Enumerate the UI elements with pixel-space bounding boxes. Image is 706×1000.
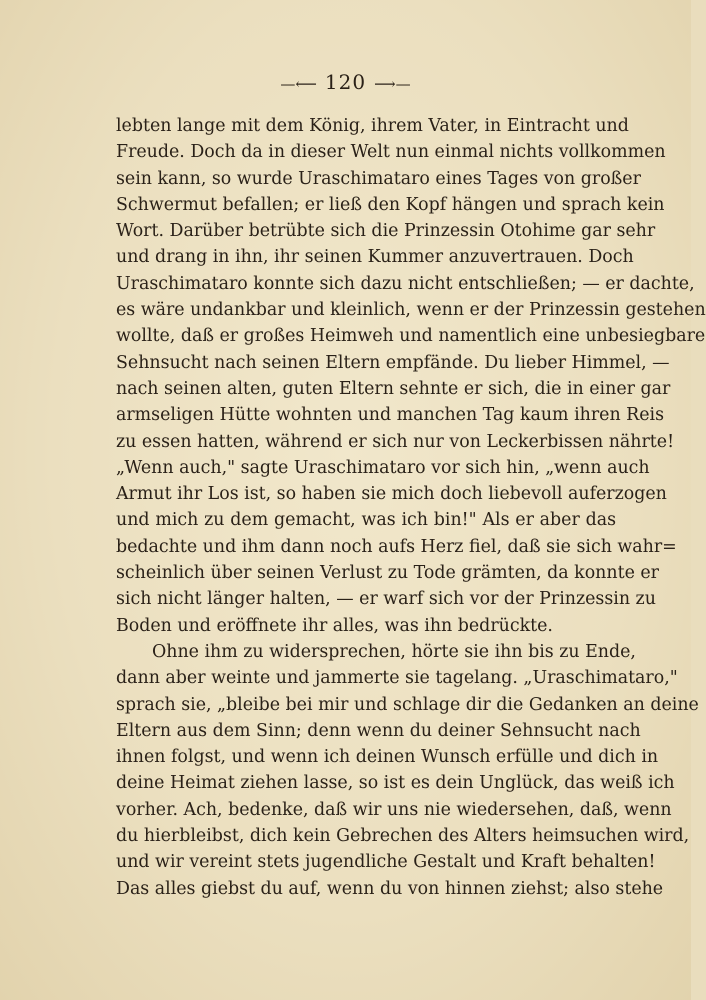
text-line: lebten lange mit dem König, ihrem Vater, in Eintracht und [116, 116, 629, 136]
page-number: 120 [324, 70, 367, 94]
text-line: nach seinen alten, guten Eltern sehnte er sich, die in einer gar [116, 378, 671, 399]
text-line: und wir vereint stets jugendliche Gestalt und Kraft behalten! [116, 852, 656, 873]
text-line: zu essen hatten, während er sich nur von Leckerbissen nährte! [116, 431, 675, 452]
text-line: Schwermut befallen; er ließ den Kopf hängen und sprach kein [116, 194, 665, 215]
body-text [116, 113, 706, 902]
paragraph-2 [116, 639, 699, 902]
ornament-right: ⟶— [374, 75, 411, 93]
text-line: „Wenn auch," sagte Uraschimataro vor sich hin, „wenn auch [116, 457, 650, 478]
text-line: vorher. Ach, bedenke, daß wir uns nie wiedersehen, daß, wenn [116, 799, 672, 820]
text-line: Das alles giebst du auf, wenn du von hinnen ziehst; also stehe [116, 878, 664, 899]
text-line: Eltern aus dem Sinn; denn wenn du deiner Sehnsucht nach [116, 720, 641, 741]
text-line: Armut ihr Los ist, so haben sie mich doch liebevoll auferzogen [116, 484, 667, 505]
text-line: deine Heimat ziehen lasse, so ist es dein Unglück, das weiß ich [116, 773, 675, 794]
text-line: armseligen Hütte wohnten und manchen Tag kaum ihren Reis [116, 405, 665, 426]
text-line: Uraschimataro konnte sich dazu nicht entschließen; — er dachte, [116, 273, 695, 294]
text-line: Freude. Doch da in dieser Welt nun einmal nichts vollkommen [116, 142, 666, 163]
text-line: und drang in ihn, ihr seinen Kummer anzuvertrauen. Doch [116, 247, 634, 268]
paragraph-1 [116, 113, 706, 639]
text-line: und mich zu dem gemacht, was ich bin!" Als er aber das [116, 510, 616, 531]
text-line: es wäre undankbar und kleinlich, wenn er der Prinzessin gestehen [116, 300, 706, 321]
text-line: sich nicht länger halten, — er warf sich vor der Prinzessin zu [116, 589, 656, 610]
text-line: ihnen folgst, und wenn ich deinen Wunsch erfülle und dich in [116, 747, 659, 768]
text-line: dann aber weinte und jammerte sie tagelang. „Uraschimataro," [116, 668, 678, 689]
text-line: scheinlich über seinen Verlust zu Tode grämten, da konnte er [116, 563, 659, 584]
text-line: sprach sie, „bleibe bei mir und schlage dir die Gedanken an deine [116, 694, 699, 715]
text-line: wollte, daß er großes Heimweh und namentlich eine unbesiegbare [116, 326, 706, 347]
text-line: Ohne ihm zu widersprechen, hörte sie ihn bis zu Ende, [152, 641, 636, 662]
text-line: Sehnsucht nach seinen Eltern empfände. Du lieber Himmel, — [116, 352, 670, 373]
text-line: Wort. Darüber betrübte sich die Prinzessin Otohime gar sehr [116, 221, 656, 242]
text-line: sein kann, so wurde Uraschimataro eines Tages von großer [116, 168, 641, 189]
text-line: bedachte und ihm dann noch aufs Herz fiel, daß sie sich wahr= [116, 536, 677, 557]
page-number-header [0, 70, 691, 94]
text-line: Boden und eröffnete ihr alles, was ihn bedrückte. [116, 615, 553, 636]
text-line: du hierbleibst, dich kein Gebrechen des Alters heimsuchen wird, [116, 826, 690, 847]
ornament-left: —⟵ [280, 75, 317, 93]
